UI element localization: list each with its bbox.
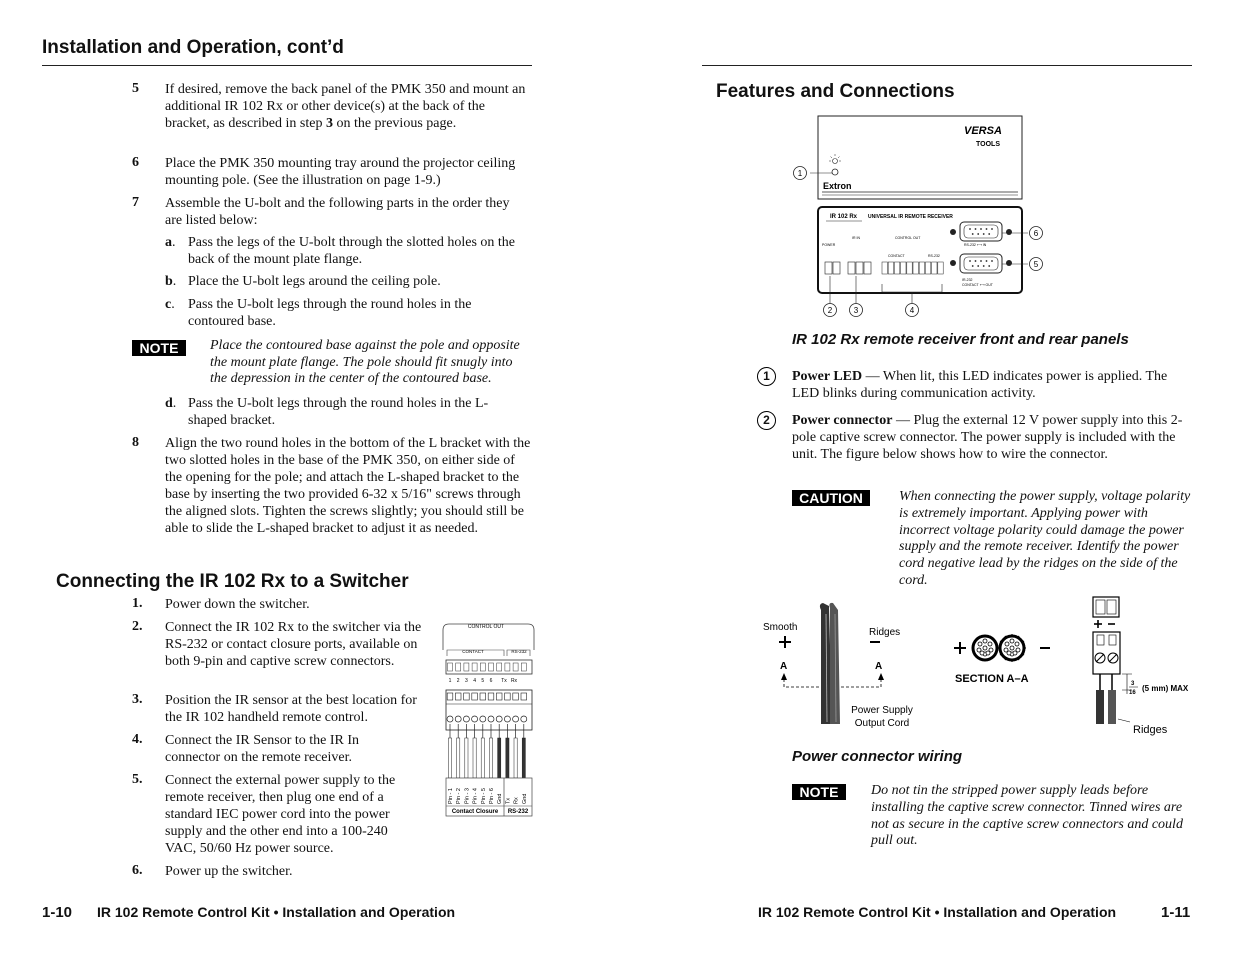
smooth-label: Smooth (763, 622, 798, 633)
dsub-pin (975, 228, 977, 230)
wire-label: Tx (505, 797, 512, 804)
step-number: 3. (132, 692, 143, 707)
rs232-label: RS-232 (928, 254, 940, 258)
substep-letter: c. (165, 297, 175, 312)
step-text: Connect the IR 102 Rx to the switcher via the RS-232 or contact closure ports, available on both 9-pin and captive screw connectors. (165, 620, 422, 669)
page-title-right: Features and Connections (716, 81, 955, 102)
fraction-denominator: 16 (1129, 690, 1136, 696)
dsub-pin (977, 233, 979, 235)
wire-strand (1010, 639, 1014, 643)
plug-screw (504, 716, 510, 722)
callout-number: 3 (853, 306, 859, 315)
ir102-panel-figure (790, 112, 1039, 322)
dsub-pin (991, 228, 993, 230)
tools-logo: TOOLS (976, 141, 1000, 148)
wire-label: Gnd (497, 793, 504, 804)
page-number-right: 1-11 (1161, 904, 1191, 921)
wire (489, 738, 492, 778)
substep-letter: b. (165, 274, 177, 289)
note-text: Place the contoured base against the pole and opposite the mount plate flange. The pole should fit snugly into the depression in the center of the contoured base. (210, 338, 520, 386)
dsub-pin (986, 228, 988, 230)
wire (506, 738, 509, 778)
step-text: Power down the switcher. (165, 597, 310, 612)
wire (457, 738, 460, 778)
pin-number: 3 (465, 678, 468, 684)
contact-out-label: CONTACT ⟷ OUT (962, 283, 993, 287)
terminal-slot (472, 663, 477, 671)
plug-screw (480, 716, 486, 722)
dsub-pin (983, 233, 985, 235)
callout-number: 5 (1033, 260, 1039, 269)
wire (465, 738, 468, 778)
plug-pin (496, 693, 502, 700)
ridges-label: Ridges (869, 627, 901, 638)
wire-strand (983, 639, 987, 643)
terminal-slot (513, 663, 518, 671)
contact-closure-label: Contact Closure (451, 809, 499, 815)
wiring-caption: Power connector wiring (792, 748, 963, 765)
rs232-label: RS-232 (511, 649, 527, 654)
dsub-pin (969, 260, 971, 262)
rs232-in-label: RS-232 ⟷ IN (964, 243, 987, 247)
wire-strand (1010, 646, 1014, 650)
step-text: Assemble the U-bolt and the following parts in the order they are listed below: (165, 196, 510, 228)
control-out-terminal (938, 262, 943, 274)
footer-title-left: IR 102 Remote Control Kit • Installation and Operation (97, 904, 456, 920)
wire (448, 738, 451, 778)
psu-cord-label-2: Output Cord (854, 718, 910, 729)
power-terminal (825, 262, 832, 274)
substep-letter: d. (165, 396, 177, 411)
wire (473, 738, 476, 778)
power-wiring-figure (760, 594, 1200, 739)
terminal-slot (489, 663, 494, 671)
note-badge: NOTE (132, 340, 186, 356)
ridges-label-2: Ridges (1133, 724, 1168, 736)
step-text: Connect the IR Sensor to the IR In connector on the remote receiver. (165, 733, 360, 765)
plug-pin (455, 693, 461, 700)
step-number: 2. (132, 619, 143, 634)
substep-text: Place the U-bolt legs around the ceiling pole. (188, 274, 441, 289)
plug-screw (513, 716, 519, 722)
wire-strand (978, 642, 982, 646)
dsub-pin (991, 260, 993, 262)
step-text: Connect the external power supply to the remote receiver, then plug one end of a standard IEC power cord into the power supply and the other end into a 100-240 VAC, 50/60 Hz power source. (165, 773, 396, 856)
control-out-terminal (932, 262, 937, 274)
terminal-slot (521, 663, 526, 671)
step-text: Align the two round holes in the bottom of the L bracket with the two slotted holes in the base of the PMK 350, on either side of the opening for the pole; and attach the L-shaped bracket to the base by inserting the two provided 6-32 x 5/16" screws through the aligned slots. Tighten the screws slightly; you should still be able to slide the L-shaped bracket to adjust it as needed. (165, 436, 531, 536)
power-label: POWER (822, 243, 836, 247)
section-a-left-label: A (780, 661, 788, 672)
dsub-pin (975, 260, 977, 262)
wire-label: Pin - 4 (472, 788, 479, 804)
substep-letter: a. (165, 235, 176, 250)
panel-caption: IR 102 Rx remote receiver front and rear panels (792, 331, 1129, 348)
plug-pin (505, 693, 511, 700)
step-number: 6. (132, 863, 143, 878)
item-text: Power LED — When lit, this LED indicates power is applied. The LED blinks during communication activity. (792, 369, 1168, 401)
model-desc-label: UNIVERSAL IR REMOTE RECEIVER (868, 214, 953, 220)
item-number-1: 1 (757, 367, 776, 386)
page-number-left: 1-10 (42, 904, 73, 921)
ir-in-terminal (864, 262, 871, 274)
step-number: 4. (132, 732, 143, 747)
power-terminal (833, 262, 840, 274)
substep-text: Pass the U-bolt legs through the round holes in the L-shaped bracket. (188, 396, 489, 428)
wire (481, 738, 484, 778)
max-strip-label: (5 mm) MAX (1142, 684, 1189, 693)
terminal-slot (448, 663, 453, 671)
plug-screw (463, 716, 469, 722)
psu-cord-label-1: Power Supply (851, 705, 913, 716)
terminal-slot (505, 663, 510, 671)
footer-title-right: IR 102 Remote Control Kit • Installation and Operation (758, 904, 1117, 920)
dsub-pin (977, 265, 979, 267)
wire (514, 738, 517, 778)
wire-label: Pin - 2 (456, 788, 463, 804)
wire-label: Pin - 6 (489, 788, 495, 804)
pin-number: 4 (473, 678, 476, 684)
caution-text: When connecting the power supply, voltage polarity is extremely important. Applying power with incorrect voltage polarity could damage the power supply and the remote receiver. Identify the power cord negative lead by the ridges on the side of the cord. (899, 489, 1191, 588)
step-number: 7 (132, 195, 139, 210)
plug-screw (496, 716, 502, 722)
callout-number: 6 (1033, 229, 1039, 238)
plug-pin (447, 693, 453, 700)
plug-pin (480, 693, 486, 700)
pin-number: 6 (489, 678, 493, 684)
header-rule (42, 65, 532, 66)
step-number: 1. (132, 596, 143, 611)
control-out-terminal (919, 262, 924, 274)
dsub-pin (980, 228, 982, 230)
section-aa-label: SECTION A–A (955, 673, 1029, 685)
wire-strand (1005, 642, 1009, 646)
dsub-pin (972, 233, 974, 235)
control-out-terminal (913, 262, 918, 274)
pin-number: 5 (481, 678, 485, 684)
dsub-pin (983, 265, 985, 267)
wire-strand (1015, 642, 1019, 646)
terminal-slot (497, 663, 502, 671)
step-text: If desired, remove the back panel of the PMK 350 and mount an additional IR 102 Rx or other device(s) at the back of the bracket, as described in step 3 on the previous page. (165, 82, 526, 131)
wire-label: Rx (513, 797, 520, 804)
item-number-2: 2 (757, 411, 776, 430)
dsub-pin (972, 265, 974, 267)
ir-in-terminal (856, 262, 863, 274)
callout-number: 1 (797, 169, 803, 178)
fraction-numerator: 3 (1131, 681, 1135, 687)
plug-screw (521, 716, 527, 722)
control-out-terminal (882, 262, 887, 274)
wire-label: Pin - 1 (448, 788, 454, 804)
control-out-terminal (907, 262, 912, 274)
terminal-slot (464, 663, 469, 671)
versa-logo: VERSA (964, 125, 1002, 137)
step-text: Position the IR sensor at the best location for the IR 102 handheld remote control. (165, 693, 417, 725)
terminal-slot (480, 663, 485, 671)
control-out-terminal (925, 262, 930, 274)
wire-strand (983, 646, 987, 650)
header-rule (702, 65, 1192, 66)
dsub-pin (980, 260, 982, 262)
note-badge: NOTE (792, 784, 846, 800)
wire-strand (986, 651, 990, 655)
plug-screw (472, 716, 478, 722)
plug-pin (488, 693, 494, 700)
substep-text: Pass the legs of the U-bolt through the slotted holes on the back of the mount plate flange. (188, 235, 516, 267)
contact-label: CONTACT (888, 254, 905, 258)
control-out-terminal (888, 262, 893, 274)
step-number: 5. (132, 772, 143, 787)
extron-logo: Extron (823, 181, 852, 191)
wire-strand (1013, 651, 1017, 655)
model-label: IR 102 Rx (830, 214, 858, 220)
wire-strand (980, 651, 984, 655)
rs232-footer-label: RS-232 (507, 809, 529, 815)
plug-pin (521, 693, 527, 700)
item-text: Power connector — Plug the external 12 V power supply into this 2-pole captive screw connector. The power supply is included with the unit. The figure below shows how to wire the connector. (792, 413, 1183, 462)
control-out-label: CONTROL OUT (895, 236, 921, 240)
plug-pin (472, 693, 478, 700)
dsub-pin (988, 233, 990, 235)
page-title-left: Installation and Operation, cont’d (42, 37, 344, 58)
control-out-terminal (901, 262, 906, 274)
wire-strand (1007, 651, 1011, 655)
plug-screw (455, 716, 461, 722)
plug-screw (447, 716, 453, 722)
step-text: Place the PMK 350 mounting tray around the projector ceiling mounting pole. (See the illustration on page 1-9.) (165, 156, 516, 188)
terminal-slot (456, 663, 461, 671)
ir-in-terminal (848, 262, 855, 274)
plug-screw (488, 716, 494, 722)
note-text: Do not tin the stripped power supply leads before installing the captive screw connector. Tinned wires are not as secure in the captive screw connectors and could pull out. (871, 783, 1183, 849)
dsub-pin (986, 260, 988, 262)
connector-header-label: CONTROL OUT (467, 624, 505, 630)
step-number: 6 (132, 155, 139, 170)
section-title: Connecting the IR 102 Rx to a Switcher (56, 571, 409, 592)
wire-label: Gnd (521, 793, 528, 804)
ir-in-label: IR IN (852, 236, 860, 240)
wire-strand (988, 642, 992, 646)
plug-pin (464, 693, 470, 700)
step-number: 8 (132, 435, 139, 450)
contact-label: CONTACT (462, 649, 484, 654)
plug-pin (513, 693, 519, 700)
pin-number: Tx (501, 678, 507, 684)
control-out-connector-figure (440, 620, 536, 820)
dsub-pin (988, 265, 990, 267)
ir232-label: IR-232 (962, 278, 973, 282)
control-out-terminal (894, 262, 899, 274)
wire (522, 738, 525, 778)
pin-number: Rx (510, 678, 518, 684)
step-number: 5 (132, 81, 139, 96)
pin-number: 1 (448, 678, 452, 684)
pin-number: 2 (456, 678, 460, 684)
callout-number: 2 (827, 306, 833, 315)
substep-text: Pass the U-bolt legs through the round holes in the contoured base. (188, 297, 472, 329)
wire (498, 738, 501, 778)
step-text: Power up the switcher. (165, 864, 293, 879)
dsub-pin (969, 228, 971, 230)
wire-label: Pin - 3 (464, 788, 471, 804)
callout-number: 4 (909, 306, 915, 315)
caution-badge: CAUTION (792, 490, 870, 506)
wire-label: Pin - 5 (480, 788, 487, 804)
section-a-right-label: A (875, 661, 883, 672)
